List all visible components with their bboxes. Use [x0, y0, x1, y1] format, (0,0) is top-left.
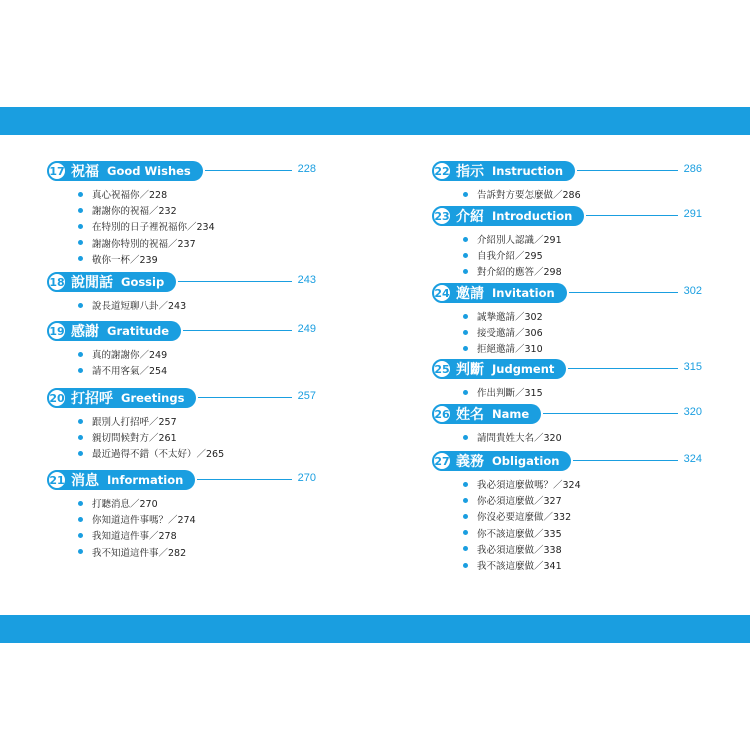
bullet-icon — [78, 435, 83, 440]
toc-entry-label: 我不知道這件事／282 — [92, 547, 187, 559]
top-band — [0, 107, 750, 135]
toc-entry[interactable] — [78, 430, 177, 444]
chapter-title-english: Introduction — [492, 209, 573, 223]
chapter-title-english: Name — [492, 407, 530, 421]
chapter-title-pill — [48, 161, 203, 181]
bullet-icon — [78, 224, 83, 229]
toc-entry[interactable] — [78, 219, 215, 233]
chapter-leader-line — [183, 330, 292, 331]
bullet-icon — [78, 352, 83, 357]
toc-entry-label: 請不用客氣／254 — [92, 366, 168, 378]
toc-entry-label: 接受邀請／306 — [477, 328, 543, 340]
toc-entry-label: 作出判斷／315 — [477, 388, 543, 399]
toc-entry[interactable] — [463, 187, 581, 201]
toc-entry-label: 自我介紹／295 — [477, 251, 543, 263]
bullet-icon — [463, 346, 468, 351]
toc-entry[interactable] — [463, 248, 543, 262]
chapter-title-english: Judgment — [492, 362, 555, 376]
chapter-title-chinese: 介紹 — [456, 209, 484, 225]
toc-entry[interactable] — [463, 558, 562, 572]
bullet-icon — [78, 451, 83, 456]
toc-entry[interactable] — [78, 545, 186, 559]
toc-entry[interactable] — [463, 309, 543, 323]
chapter-leader-line — [569, 292, 678, 293]
chapter-heading[interactable] — [433, 161, 702, 181]
bullet-icon — [78, 256, 83, 261]
toc-entry[interactable] — [78, 528, 177, 542]
toc-entry[interactable] — [463, 526, 562, 540]
toc-entry[interactable] — [78, 252, 158, 266]
bullet-icon — [463, 563, 468, 568]
chapter-heading[interactable] — [433, 206, 702, 226]
bullet-icon — [463, 253, 468, 258]
bullet-icon — [78, 192, 83, 197]
toc-entry[interactable] — [463, 232, 562, 246]
chapter-title-english: Information — [107, 473, 184, 487]
toc-entry-label: 告訴對方要怎麼做／286 — [477, 190, 581, 201]
toc-entry[interactable] — [463, 509, 571, 523]
toc-entry-label: 你沒必要這麼做／332 — [477, 512, 572, 524]
bullet-icon — [78, 368, 83, 373]
chapter-number: 25 — [432, 359, 452, 379]
toc-entry-label: 介紹別人認識／291 — [477, 235, 562, 246]
toc-entry[interactable] — [463, 430, 562, 444]
chapter-title-pill — [48, 321, 181, 341]
toc-entry[interactable] — [78, 298, 186, 312]
chapter-number: 22 — [432, 161, 452, 181]
toc-entry-label: 謝謝你的祝福／232 — [92, 206, 177, 218]
bullet-icon — [463, 314, 468, 319]
chapter-number: 19 — [47, 321, 67, 341]
chapter-heading[interactable] — [48, 161, 316, 181]
toc-entry-label: 我必須這麼做／338 — [477, 544, 562, 556]
chapter-heading[interactable] — [433, 359, 702, 379]
bullet-icon — [78, 517, 83, 522]
chapter-page-number: 286 — [683, 163, 702, 175]
chapter-title-chinese: 說閒話 — [71, 275, 113, 291]
chapter-title-chinese: 感謝 — [71, 324, 99, 340]
chapter-title-chinese: 姓名 — [456, 407, 484, 423]
toc-entry[interactable] — [78, 203, 177, 217]
chapter-heading[interactable] — [48, 388, 316, 408]
toc-entry[interactable] — [463, 264, 562, 278]
chapter-title-pill — [433, 359, 566, 379]
toc-entry-label: 敬你一杯／239 — [92, 254, 158, 266]
toc-entry-label: 最近過得不錯（不太好）／265 — [92, 449, 225, 461]
bullet-icon — [463, 390, 468, 395]
chapter-number: 17 — [47, 161, 67, 181]
chapter-heading[interactable] — [433, 451, 702, 471]
bullet-icon — [78, 501, 83, 506]
toc-entry[interactable] — [463, 385, 543, 399]
chapter-leader-line — [205, 170, 292, 171]
toc-entry-label: 真的謝謝你／249 — [92, 350, 168, 361]
chapter-page-number: 270 — [297, 472, 316, 484]
bullet-icon — [463, 498, 468, 503]
chapter-page-number: 257 — [297, 390, 316, 402]
chapter-number: 20 — [47, 388, 67, 408]
chapter-title-english: Gratitude — [107, 324, 170, 338]
toc-entry-label: 你必須這麼做／327 — [477, 496, 562, 508]
toc-entry-label: 誠摯邀請／302 — [477, 312, 543, 323]
chapter-leader-line — [198, 397, 292, 398]
toc-entry[interactable] — [463, 477, 581, 491]
bullet-icon — [463, 546, 468, 551]
chapter-title-english: Instruction — [492, 164, 564, 178]
chapter-title-chinese: 判斷 — [456, 362, 484, 378]
chapter-heading[interactable] — [48, 272, 316, 292]
chapter-page-number: 320 — [683, 406, 702, 418]
chapter-leader-line — [586, 215, 678, 216]
toc-entry-label: 你不該這麼做／335 — [477, 528, 562, 540]
toc-entry-label: 親切問候對方／261 — [92, 433, 177, 445]
bullet-icon — [78, 549, 83, 554]
bullet-icon — [463, 269, 468, 274]
chapter-title-pill — [48, 470, 195, 490]
chapter-title-pill — [433, 206, 584, 226]
chapter-leader-line — [197, 479, 292, 480]
toc-entry-label: 對介紹的應答／298 — [477, 267, 562, 279]
chapter-title-chinese: 指示 — [456, 164, 484, 180]
chapter-heading[interactable] — [433, 404, 702, 424]
chapter-title-pill — [48, 272, 176, 292]
chapter-page-number: 315 — [683, 361, 702, 373]
bullet-icon — [78, 208, 83, 213]
chapter-heading[interactable] — [48, 470, 316, 490]
toc-entry-label: 請問貴姓大名／320 — [477, 433, 562, 444]
chapter-number: 18 — [47, 272, 67, 292]
bullet-icon — [78, 240, 83, 245]
chapter-number: 24 — [432, 283, 452, 303]
toc-entry-label: 拒絕邀請／310 — [477, 344, 543, 356]
toc-entry-label: 我必須這麼做嗎？／324 — [477, 480, 581, 491]
toc-entry[interactable] — [463, 325, 543, 339]
chapter-number: 26 — [432, 404, 452, 424]
chapter-title-english: Greetings — [121, 391, 185, 405]
toc-entry[interactable] — [78, 187, 167, 201]
toc-entry-label: 謝謝你特別的祝福／237 — [92, 238, 196, 250]
chapter-number: 27 — [432, 451, 452, 471]
chapter-title-chinese: 義務 — [456, 454, 484, 470]
chapter-number: 23 — [432, 206, 452, 226]
toc-entry[interactable] — [78, 363, 167, 377]
bullet-icon — [463, 530, 468, 535]
chapter-heading[interactable] — [48, 321, 316, 341]
chapter-title-english: Obligation — [492, 454, 560, 468]
chapter-heading[interactable] — [433, 283, 702, 303]
chapter-leader-line — [543, 413, 678, 414]
chapter-leader-line — [577, 170, 678, 171]
chapter-leader-line — [178, 281, 292, 282]
chapter-title-pill — [433, 451, 571, 471]
bullet-icon — [463, 330, 468, 335]
toc-entry[interactable] — [78, 347, 167, 361]
toc-entry[interactable] — [78, 446, 224, 460]
chapter-number: 21 — [47, 470, 67, 490]
chapter-title-chinese: 打招呼 — [71, 391, 113, 407]
bullet-icon — [78, 533, 83, 538]
chapter-title-english: Gossip — [121, 275, 165, 289]
chapter-leader-line — [568, 368, 678, 369]
toc-entry-label: 我知道這件事／278 — [92, 531, 177, 543]
bullet-icon — [78, 303, 83, 308]
chapter-title-chinese: 祝福 — [71, 164, 99, 180]
toc-entry-label: 我不該這麼做／341 — [477, 561, 562, 572]
toc-entry-label: 說長道短聊八卦／243 — [92, 301, 187, 312]
toc-entry-label: 跟別人打招呼／257 — [92, 417, 177, 428]
chapter-page-number: 291 — [683, 208, 702, 220]
chapter-title-chinese: 消息 — [71, 473, 99, 489]
bullet-icon — [463, 237, 468, 242]
chapter-page-number: 243 — [297, 274, 316, 286]
chapter-page-number: 228 — [297, 163, 316, 175]
chapter-title-pill — [433, 283, 567, 303]
bullet-icon — [463, 514, 468, 519]
bullet-icon — [463, 482, 468, 487]
bullet-icon — [463, 192, 468, 197]
toc-entry[interactable] — [78, 512, 196, 526]
chapter-page-number: 324 — [683, 453, 702, 465]
toc-entry[interactable] — [463, 493, 562, 507]
chapter-page-number: 302 — [683, 285, 702, 297]
toc-entry[interactable] — [78, 496, 158, 510]
toc-entry[interactable] — [78, 414, 177, 428]
chapter-title-pill — [433, 404, 541, 424]
toc-entry-label: 真心祝福你／228 — [92, 190, 168, 201]
bullet-icon — [78, 419, 83, 424]
toc-entry[interactable] — [463, 341, 543, 355]
chapter-title-pill — [48, 388, 196, 408]
chapter-title-english: Good Wishes — [107, 164, 191, 178]
toc-entry-label: 你知道這件事嗎？／274 — [92, 515, 196, 527]
toc-entry[interactable] — [463, 542, 562, 556]
chapter-title-pill — [433, 161, 575, 181]
chapter-title-english: Invitation — [492, 286, 555, 300]
chapter-page-number: 249 — [297, 323, 316, 335]
chapter-title-chinese: 邀請 — [456, 286, 484, 302]
bullet-icon — [463, 435, 468, 440]
toc-entry-label: 打聽消息／270 — [92, 499, 158, 510]
bottom-band — [0, 615, 750, 643]
toc-entry[interactable] — [78, 236, 196, 250]
toc-entry-label: 在特別的日子裡祝福你／234 — [92, 222, 215, 234]
chapter-leader-line — [573, 460, 678, 461]
